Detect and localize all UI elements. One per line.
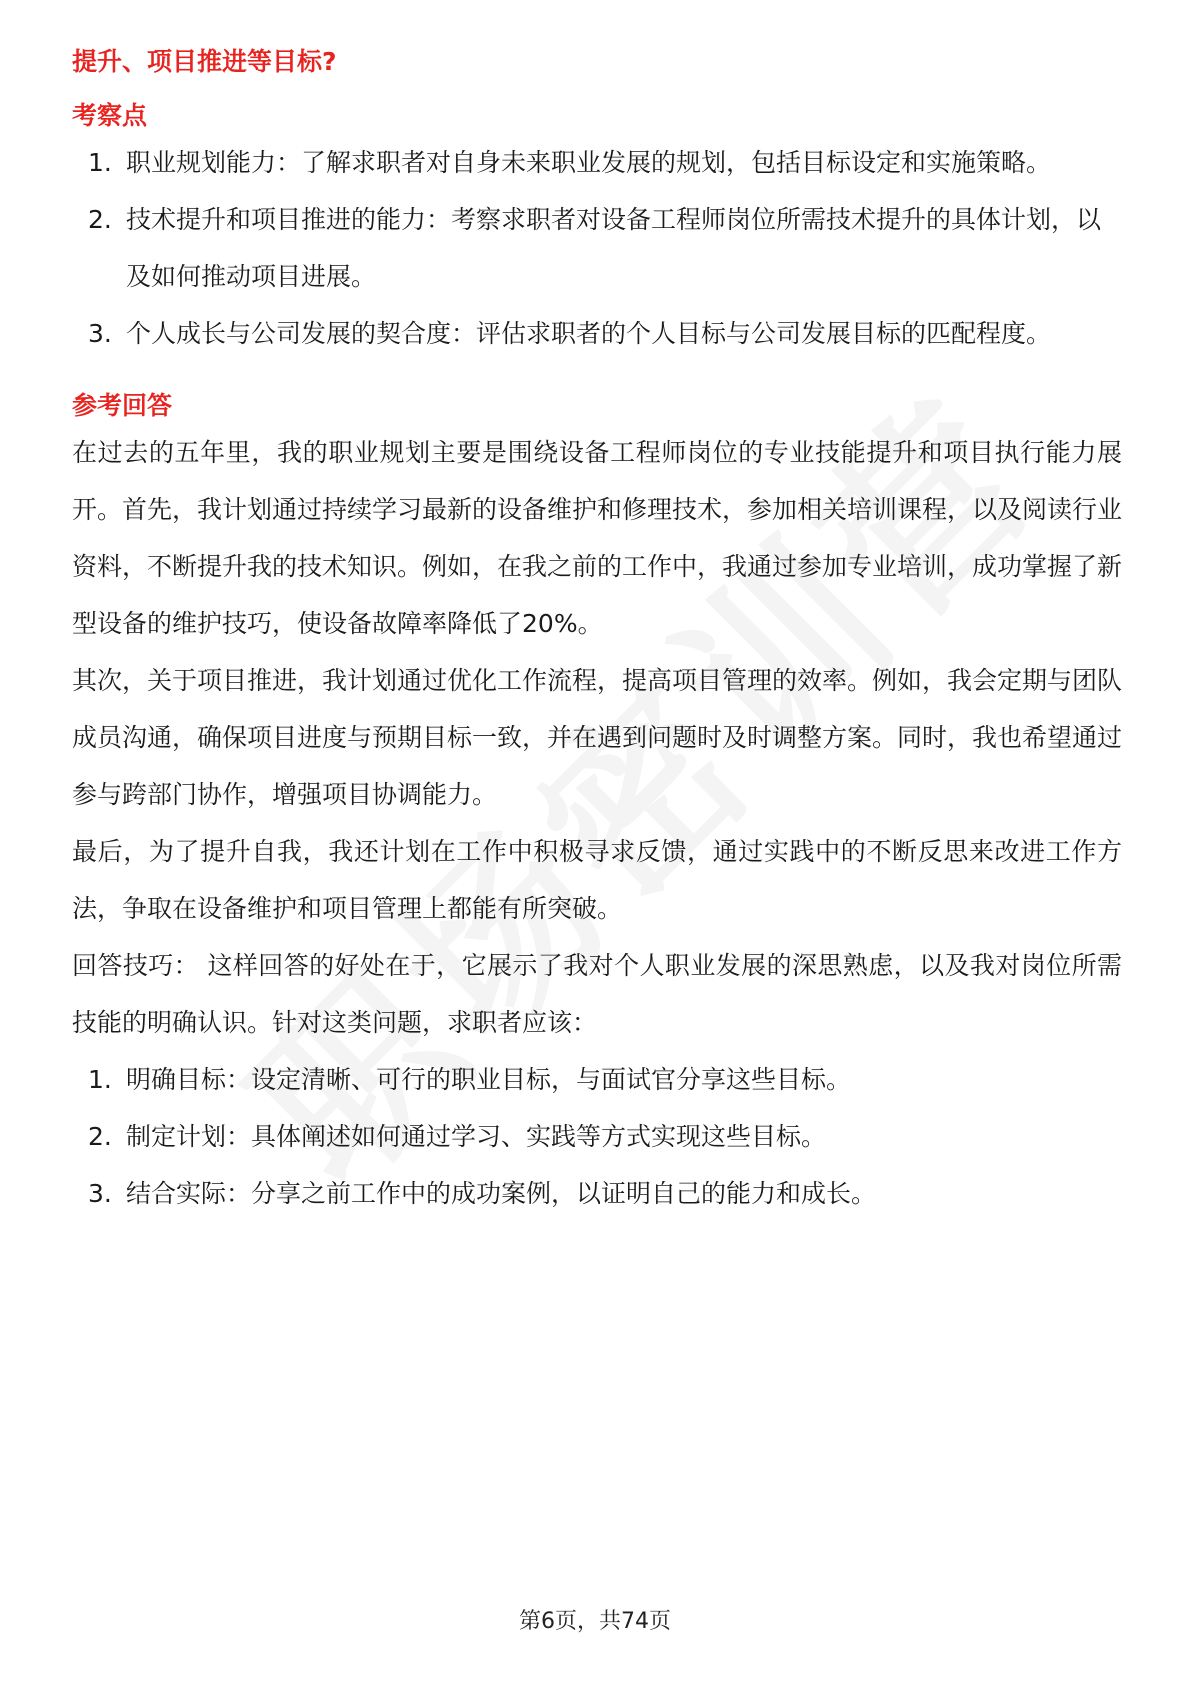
- page-content: [72, 44, 1122, 1222]
- answer-paragraph: 最后，为了提升自我，我还计划在工作中积极寻求反馈，通过实践中的不断反思来改进工作方法，争取在设备维护和项目管理上都能有所突破。: [72, 837, 1122, 923]
- answer-tips-list: [72, 1051, 1122, 1222]
- exam-points-list: [72, 134, 1122, 362]
- list-item: [72, 134, 1122, 191]
- list-number: 2.: [88, 205, 112, 234]
- answer-paragraph: 其次，关于项目推进，我计划通过优化工作流程，提高项目管理的效率。例如，我会定期与团队成员沟通，确保项目进度与预期目标一致，并在遇到问题时及时调整方案。同时，我也希望通过参与跨部门协作，增强项目协调能力。: [72, 666, 1123, 809]
- question-title-tail: 提升、项目推进等目标?: [72, 47, 337, 76]
- list-item-text: 职业规划能力：了解求职者对自身未来职业发展的规划，包括目标设定和实施策略。: [126, 148, 1052, 177]
- list-item: [72, 191, 1122, 305]
- answer-paragraph: 在过去的五年里，我的职业规划主要是围绕设备工程师岗位的专业技能提升和项目执行能力展开。首先，我计划通过持续学习最新的设备维护和修理技术，参加相关培训课程，以及阅读行业资料，不断提升我的技术知识。例如，在我之前的工作中，我通过参加专业培训，成功掌握了新型设备的维护技巧，使设备故障率降低了20%。: [72, 438, 1123, 638]
- list-number: 3.: [88, 319, 112, 348]
- list-item: [72, 1051, 1122, 1108]
- list-number: 3.: [88, 1179, 112, 1208]
- list-item-text: 结合实际：分享之前工作中的成功案例，以证明自己的能力和成长。: [126, 1179, 877, 1208]
- list-item: [72, 1108, 1122, 1165]
- list-item-text: 技术提升和项目推进的能力：考察求职者对设备工程师岗位所需技术提升的具体计划，以及如何推动项目进展。: [126, 205, 1102, 291]
- list-item: [72, 305, 1122, 362]
- exam-points-heading: 考察点: [72, 101, 148, 130]
- reference-answer-heading: 参考回答: [72, 391, 173, 420]
- list-item-text: 明确目标：设定清晰、可行的职业目标，与面试官分享这些目标。: [126, 1065, 852, 1094]
- list-item: [72, 1165, 1122, 1222]
- answer-tips-intro: 回答技巧： 这样回答的好处在于，它展示了我对个人职业发展的深思熟虑，以及我对岗位所需技能的明确认识。针对这类问题，求职者应该：: [72, 951, 1122, 1037]
- list-number: 2.: [88, 1122, 112, 1151]
- list-number: 1.: [88, 1065, 112, 1094]
- page-footer: 第6页，共74页: [519, 1609, 671, 1634]
- list-item-text: 个人成长与公司发展的契合度：评估求职者的个人目标与公司发展目标的匹配程度。: [126, 319, 1052, 348]
- list-item-text: 制定计划：具体阐述如何通过学习、实践等方式实现这些目标。: [126, 1122, 827, 1151]
- list-number: 1.: [88, 148, 112, 177]
